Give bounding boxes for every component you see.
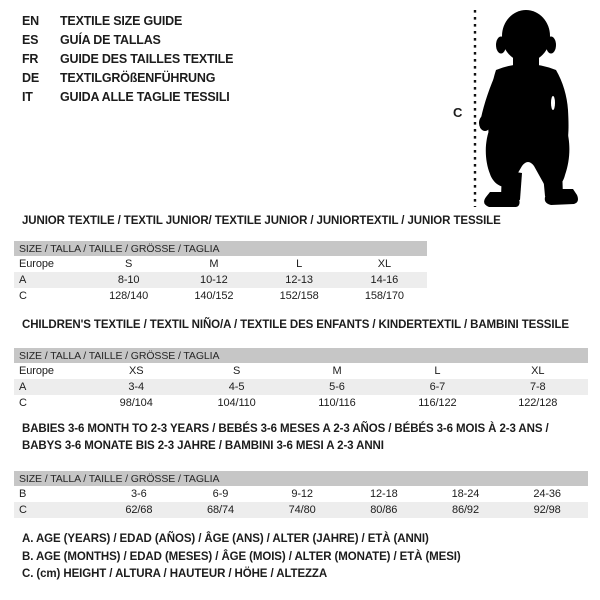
section-title-children: CHILDREN'S TEXTILE / TEXTIL NIÑO/A / TEXTILE DES ENFANTS / KINDERTEXTIL / BAMBINI TESSILE — [22, 319, 569, 331]
language-row — [22, 31, 233, 50]
language-code: IT — [22, 90, 33, 104]
row-value: M — [332, 365, 342, 377]
row-value: 98/104 — [119, 397, 153, 409]
table-row — [14, 502, 588, 518]
row-value: S — [125, 258, 133, 270]
row-value: 62/68 — [125, 504, 153, 516]
language-row — [22, 12, 233, 31]
row-value: 152/158 — [279, 290, 319, 302]
row-value: 104/110 — [217, 397, 256, 409]
size-table-header: SIZE / TALLA / TAILLE / GRÖSSE / TAGLIA — [14, 471, 588, 486]
table-row — [14, 486, 588, 502]
language-row — [22, 88, 233, 107]
row-value: 6-9 — [212, 488, 229, 500]
language-list — [22, 12, 233, 107]
row-label: C — [19, 397, 27, 409]
language-code: EN — [22, 14, 39, 28]
row-value: 4-5 — [228, 381, 245, 393]
row-value: S — [232, 365, 241, 377]
language-row — [22, 69, 233, 88]
row-value: 116/122 — [418, 397, 457, 409]
size-table-junior — [14, 241, 427, 304]
language-title: GUÍA DE TALLAS — [60, 33, 161, 47]
table-header-row — [14, 471, 588, 486]
row-label: C — [19, 290, 27, 302]
language-row — [22, 50, 233, 69]
row-label: C — [19, 504, 27, 516]
language-title: GUIDE DES TAILLES TEXTILE — [60, 52, 234, 66]
row-value: 92/98 — [533, 504, 561, 516]
row-value: 10-12 — [200, 274, 228, 286]
row-value: 7-8 — [529, 381, 546, 393]
row-value: 110/116 — [318, 397, 356, 409]
row-value: 12-18 — [369, 488, 398, 500]
baby-silhouette-figure — [450, 4, 590, 216]
row-label: Europe — [19, 365, 54, 377]
row-value: 14-16 — [370, 274, 399, 286]
row-value: 128/140 — [109, 290, 149, 302]
section-title-junior: JUNIOR TEXTILE / TEXTIL JUNIOR/ TEXTILE JUNIOR / JUNIORTEXTIL / JUNIOR TESSILE — [22, 215, 501, 227]
row-value: 158/170 — [364, 290, 404, 302]
table-row — [14, 379, 588, 395]
row-value: 74/80 — [288, 504, 316, 516]
row-value: 5-6 — [329, 381, 345, 393]
row-value: 68/74 — [206, 504, 234, 516]
language-code: ES — [22, 33, 39, 47]
table-row — [14, 395, 588, 411]
row-label: A — [19, 381, 27, 393]
table-header-row — [14, 241, 427, 256]
size-table-header: SIZE / TALLA / TAILLE / GRÖSSE / TAGLIA — [14, 241, 427, 256]
row-label: B — [19, 488, 27, 500]
row-value: 12-13 — [285, 274, 313, 286]
baby-figure — [450, 4, 590, 216]
language-code: DE — [22, 71, 39, 85]
row-value: 6-7 — [429, 381, 446, 393]
row-value: L — [434, 365, 441, 377]
language-title: TEXTILE SIZE GUIDE — [60, 14, 183, 28]
row-value: 3-4 — [128, 381, 144, 393]
section-title-babies — [22, 421, 582, 454]
section-title-line: BABYS 3-6 MONATE BIS 2-3 JAHRE / BAMBINI 3-6 MESI A 2-3 ANNI — [22, 439, 384, 452]
size-table-children — [14, 348, 588, 411]
table-row — [14, 272, 427, 288]
language-code: FR — [22, 52, 39, 66]
row-value: M — [209, 258, 219, 270]
table-header-row — [14, 348, 588, 363]
row-value: XL — [531, 365, 545, 377]
row-value: 8-10 — [117, 274, 140, 286]
footnote-b: B. AGE (MONTHS) / EDAD (MESES) / ÂGE (MOIS) / ALTER (MONATE) / ETÀ (MESI) — [22, 550, 461, 563]
row-value: 18-24 — [451, 488, 480, 500]
section-title-line: BABIES 3-6 MONTH TO 2-3 YEARS / BEBÉS 3-6 MESES A 2-3 AÑOS / BÉBÉS 3-6 MOIS À 2-3 ANS / — [22, 423, 549, 435]
row-value: 24-36 — [533, 488, 561, 500]
table-row — [14, 288, 427, 304]
footnotes — [22, 531, 461, 584]
row-label: Europe — [19, 258, 54, 270]
table-row — [14, 363, 588, 379]
size-table-babies — [14, 471, 588, 518]
height-measure-label: C — [453, 105, 463, 120]
footnote-c: C. (cm) HEIGHT / ALTURA / HAUTEUR / HÖHE / ALTEZZA — [22, 568, 328, 580]
row-value: 122/128 — [518, 397, 558, 409]
row-value: XS — [128, 365, 144, 377]
row-value: L — [296, 258, 303, 270]
row-value: 80/86 — [370, 504, 398, 516]
row-value: XL — [377, 258, 391, 270]
row-value: 9-12 — [291, 488, 313, 500]
language-title: TEXTILGRÖßENFÜHRUNG — [60, 71, 216, 85]
row-value: 86/92 — [451, 504, 479, 516]
row-label: A — [19, 274, 27, 286]
baby-silhouette — [479, 10, 578, 207]
language-title: GUIDA ALLE TAGLIE TESSILI — [60, 90, 230, 104]
footnote-a: A. AGE (YEARS) / EDAD (AÑOS) / ÂGE (ANS) / ALTER (JAHRE) / ETÀ (ANNI) — [22, 533, 429, 545]
size-table-header: SIZE / TALLA / TAILLE / GRÖSSE / TAGLIA — [14, 348, 588, 363]
row-value: 3-6 — [131, 488, 147, 500]
row-value: 140/152 — [194, 290, 234, 302]
table-row — [14, 256, 427, 272]
